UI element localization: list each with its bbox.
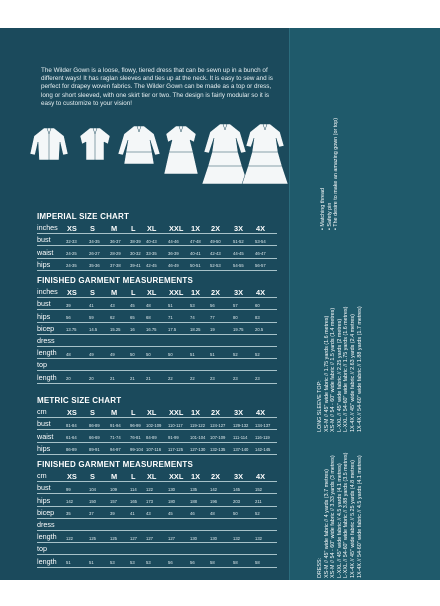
- table-cell: 42-43: [210, 251, 221, 257]
- table-cell: 39: [66, 302, 71, 308]
- size-header-2x: 2X: [211, 223, 221, 233]
- table-cell: 89-91: [89, 447, 100, 453]
- size-header-xs: XS: [67, 471, 77, 481]
- size-header-l: L: [131, 471, 136, 481]
- table-cell: 50: [233, 511, 238, 517]
- unit-label: inches: [37, 223, 58, 233]
- table-cell: 83: [255, 315, 260, 321]
- table-cell: 203: [233, 499, 240, 505]
- size-header-3x: 3X: [234, 223, 244, 233]
- table-cell: 56: [168, 560, 173, 565]
- table-cell: 91-94: [110, 422, 121, 428]
- table-cell: 32-33: [66, 238, 77, 244]
- size-header-s: S: [90, 471, 95, 481]
- table-cell: 94-97: [110, 447, 121, 453]
- table-cell: 211: [255, 499, 262, 505]
- row-label: hips: [37, 495, 51, 505]
- table-cell: 58: [255, 560, 260, 565]
- table-cell: 81-84: [66, 422, 77, 428]
- table-cell: 142: [66, 499, 73, 505]
- table-cell: 129-132: [233, 422, 249, 428]
- notions-list: [320, 118, 340, 230]
- table-header-row: [37, 222, 277, 234]
- table-cell: 51: [168, 302, 173, 308]
- table-cell: 19: [210, 327, 215, 333]
- table-row: [37, 234, 277, 246]
- table-cell: 134-137: [255, 422, 271, 428]
- table-cell: 58: [210, 560, 215, 565]
- size-header-1x: 1X: [191, 407, 201, 417]
- size-header-xxl: XXL: [169, 287, 184, 297]
- table-cell: 127: [168, 535, 175, 541]
- dress-yardage: [317, 453, 363, 578]
- table-cell: 24-25: [66, 251, 77, 257]
- metric-finished-table: [37, 470, 277, 568]
- table-row: [37, 507, 277, 519]
- table-cell: 104: [89, 486, 96, 492]
- row-label: length: [37, 372, 57, 382]
- row-label: dress: [37, 335, 55, 345]
- table-cell: 20: [66, 376, 71, 381]
- table-row: [37, 335, 277, 347]
- table-cell: 122: [146, 486, 153, 492]
- table-cell: 37: [89, 511, 94, 517]
- table-cell: 23: [210, 376, 215, 381]
- table-cell: 46-47: [255, 251, 266, 257]
- table-cell: 39-41: [130, 263, 141, 269]
- size-header-l: L: [131, 223, 136, 233]
- table-cell: 130: [210, 535, 217, 541]
- table-cell: 150: [89, 499, 96, 505]
- table-cell: 48: [210, 511, 215, 517]
- table-cell: 99-104: [130, 447, 144, 453]
- table-row: [37, 359, 277, 371]
- size-header-4x: 4X: [256, 407, 266, 417]
- long-sleeve-top-line: L-XXL // 54-60" wide fabric // 1.75 yards (1.6 metres): [343, 306, 350, 432]
- table-cell: 20: [89, 376, 94, 381]
- metric-size-table: [37, 406, 277, 455]
- table-header-row: [37, 406, 277, 418]
- table-cell: 45: [130, 302, 135, 308]
- table-cell: 16.75: [146, 327, 157, 333]
- long-sleeve-top-yardage: [317, 306, 363, 432]
- long-sleeve-top-line: XS-M // 54 - 60" wide fabric // 1.5 yards (1.4 metres): [330, 307, 337, 432]
- table-cell: 21: [110, 376, 115, 381]
- table-cell: 165: [130, 499, 137, 505]
- table-cell: 51: [190, 351, 195, 357]
- table-cell: 14.5: [89, 327, 98, 333]
- row-label: bust: [37, 235, 51, 245]
- dress-line: L-XXL // 54-60" wide fabric // 3.88 yards (3.5 metres): [343, 452, 350, 578]
- size-header-4x: 4X: [256, 471, 266, 481]
- row-label: bicep: [37, 323, 55, 333]
- table-row: [37, 519, 277, 531]
- long-sleeve-top-line: L-XXL // 45" wide fabric // 2.25 yards (2 metres): [336, 318, 343, 432]
- size-header-2x: 2X: [211, 287, 221, 297]
- table-cell: 56: [210, 302, 215, 308]
- table-cell: 56-57: [255, 263, 266, 269]
- table-cell: 50-51: [190, 263, 201, 269]
- table-cell: 41: [130, 511, 135, 517]
- table-row: [37, 246, 277, 258]
- table-cell: 76-81: [130, 435, 141, 441]
- notions-line: • Safety pin: [326, 202, 333, 230]
- unit-label: cm: [37, 407, 47, 417]
- table-cell: 50: [130, 351, 135, 357]
- row-label: top: [37, 544, 47, 554]
- table-row: [37, 543, 277, 555]
- table-cell: 43: [146, 511, 151, 517]
- table-cell: 43: [110, 302, 115, 308]
- table-cell: 52-53: [210, 263, 221, 269]
- size-header-4x: 4X: [256, 287, 266, 297]
- table-cell: 44-46: [168, 238, 179, 244]
- row-label: length: [37, 348, 57, 358]
- table-cell: 20.5: [255, 327, 264, 333]
- table-cell: 37-38: [110, 263, 121, 269]
- garment-illustrations: [30, 122, 288, 192]
- table-cell: 66-69: [89, 435, 100, 441]
- size-header-l: L: [131, 407, 136, 417]
- long-sleeve-top-line: 1X-4X // 54-60" wide fabric // 1.88 yards (1.7 metres): [356, 306, 363, 432]
- table-cell: 51-52: [233, 238, 244, 244]
- table-cell: 24-35: [66, 263, 77, 269]
- table-cell: 71-74: [110, 435, 121, 441]
- table-cell: 46: [190, 511, 195, 517]
- table-cell: 28-29: [110, 251, 121, 257]
- size-header-1x: 1X: [191, 287, 201, 297]
- table-cell: 26-27: [89, 251, 100, 257]
- row-label: length: [37, 532, 57, 542]
- size-header-1x: 1X: [191, 223, 201, 233]
- materials-panel: [289, 28, 440, 580]
- size-header-l: L: [131, 287, 136, 297]
- table-cell: 53: [110, 560, 115, 565]
- table-cell: 53: [130, 560, 135, 565]
- table-cell: 35: [66, 511, 71, 517]
- table-cell: 44-45: [233, 251, 244, 257]
- table-cell: 125: [110, 535, 117, 541]
- table-cell: 125: [89, 535, 96, 541]
- table-cell: 48: [66, 351, 71, 357]
- table-row: [37, 482, 277, 494]
- table-cell: 42-45: [146, 263, 157, 269]
- table-cell: 60: [255, 302, 260, 308]
- table-cell: 22: [190, 376, 195, 381]
- table-cell: 49: [89, 351, 94, 357]
- table-cell: 49: [110, 351, 115, 357]
- size-header-1x: 1X: [191, 471, 201, 481]
- table-cell: 130: [168, 486, 175, 492]
- table-cell: 101-104: [190, 435, 206, 441]
- table-cell: 40-43: [146, 238, 157, 244]
- table-cell: 99: [66, 486, 71, 492]
- size-header-xxl: XXL: [169, 407, 184, 417]
- table-row: [37, 259, 277, 271]
- table-cell: 36-39: [168, 251, 179, 257]
- table-cell: 57: [233, 302, 238, 308]
- table-cell: 39: [110, 511, 115, 517]
- imperial-finished-table: [37, 286, 277, 384]
- table-cell: 124-127: [210, 422, 226, 428]
- row-label: bicep: [37, 507, 55, 517]
- unit-label: inches: [37, 287, 58, 297]
- long-sleeve-top-line: LONG SLEEVE TOP:: [317, 380, 323, 432]
- table-cell: 52: [233, 351, 238, 357]
- tiered-gown-illustration: [242, 124, 288, 184]
- table-cell: 62: [110, 315, 115, 321]
- table-cell: 47-48: [190, 238, 201, 244]
- row-label: hips: [37, 443, 51, 453]
- imperial-size-chart-title: IMPERIAL SIZE CHART: [37, 212, 130, 221]
- table-row: [37, 555, 277, 567]
- table-cell: 132-135: [210, 447, 226, 453]
- table-cell: 122: [66, 535, 73, 541]
- row-label: length: [37, 556, 57, 566]
- row-label: bust: [37, 299, 51, 309]
- table-cell: 53-54: [255, 238, 266, 244]
- size-header-xl: XL: [147, 407, 157, 417]
- size-header-4x: 4X: [256, 223, 266, 233]
- long-sleeve-top-line: 1X-4X // 45" wide fabric // 2.63 yards (2.4 metres): [349, 314, 356, 432]
- table-cell: 23: [255, 376, 260, 381]
- table-cell: 35-36: [89, 263, 100, 269]
- notions-line: • The desire to make an amazing gown (or top): [333, 117, 340, 230]
- table-cell: 21: [130, 376, 135, 381]
- table-cell: 173: [146, 499, 153, 505]
- row-label: hips: [37, 311, 51, 321]
- table-cell: 86-89: [89, 422, 100, 428]
- table-cell: 21: [146, 376, 151, 381]
- table-cell: 52: [255, 511, 260, 517]
- table-cell: 38-39: [130, 238, 141, 244]
- table-cell: 71: [168, 315, 173, 321]
- table-cell: 56: [190, 560, 195, 565]
- table-cell: 74: [190, 315, 195, 321]
- table-row: [37, 443, 277, 455]
- table-row: [37, 531, 277, 543]
- table-cell: 41: [89, 302, 94, 308]
- dress-line: DRESS:: [317, 557, 323, 578]
- table-cell: 80: [233, 315, 238, 321]
- table-row: [37, 347, 277, 359]
- table-cell: 18.25: [190, 327, 201, 333]
- table-cell: 91-99: [168, 435, 179, 441]
- table-cell: 46-49: [168, 263, 179, 269]
- size-header-3x: 3X: [234, 471, 244, 481]
- table-cell: 50: [168, 351, 173, 357]
- table-cell: 77: [210, 315, 215, 321]
- dress-line: 1X-4X // 45" wide fabric // 5.25 yards (4.8 metres): [349, 460, 356, 578]
- table-cell: 152: [255, 486, 262, 492]
- notions-line: • Matching thread: [320, 187, 326, 230]
- size-header-m: M: [111, 223, 118, 233]
- long-sleeve-top-illustration: [30, 128, 68, 160]
- table-cell: 36-37: [110, 238, 121, 244]
- row-label: bust: [37, 419, 51, 429]
- table-cell: 49-50: [210, 238, 221, 244]
- table-row: [37, 418, 277, 430]
- unit-label: cm: [37, 471, 47, 481]
- table-cell: 17.5: [168, 327, 177, 333]
- table-cell: 48: [146, 302, 151, 308]
- table-cell: 117-125: [168, 447, 184, 453]
- table-cell: 114: [130, 486, 137, 492]
- table-cell: 59: [89, 315, 94, 321]
- table-cell: 132: [233, 535, 240, 541]
- table-cell: 33-35: [146, 251, 157, 257]
- table-cell: 52: [255, 351, 260, 357]
- short-sleeve-top-illustration: [80, 128, 110, 160]
- size-header-s: S: [90, 407, 95, 417]
- table-header-row: [37, 286, 277, 298]
- imperial-size-table: [37, 222, 277, 271]
- table-cell: 107-109: [210, 435, 226, 441]
- size-header-xxl: XXL: [169, 471, 184, 481]
- size-header-xl: XL: [147, 223, 157, 233]
- table-cell: 30-32: [130, 251, 141, 257]
- table-row: [37, 494, 277, 506]
- table-cell: 16: [130, 327, 135, 333]
- size-header-m: M: [111, 287, 118, 297]
- dress-line: 1X-4X // 54-60" wide fabric // 4.5 yards (4.1 metres): [356, 455, 363, 578]
- table-cell: 51: [210, 351, 215, 357]
- row-label: dress: [37, 519, 55, 529]
- table-cell: 22: [168, 376, 173, 381]
- table-row: [37, 298, 277, 310]
- table-cell: 196: [210, 499, 217, 505]
- table-cell: 58: [233, 560, 238, 565]
- size-header-s: S: [90, 223, 95, 233]
- table-header-row: [37, 470, 277, 482]
- table-cell: 96-99: [130, 422, 141, 428]
- table-cell: 119-122: [190, 422, 206, 428]
- table-cell: 145: [233, 486, 240, 492]
- size-header-xs: XS: [67, 287, 77, 297]
- row-label: top: [37, 360, 47, 370]
- size-header-xl: XL: [147, 471, 157, 481]
- table-cell: 130: [190, 535, 197, 541]
- size-header-s: S: [90, 287, 95, 297]
- table-cell: 116-119: [255, 435, 270, 441]
- table-cell: 110-117: [168, 422, 183, 428]
- table-cell: 54-55: [233, 263, 244, 269]
- table-cell: 142-145: [255, 447, 271, 453]
- size-header-2x: 2X: [211, 407, 221, 417]
- long-sleeve-top-line: XS-M // 45" wide fabric // 1.75 yards (1.6 metres): [323, 315, 330, 432]
- table-cell: 86-89: [66, 447, 77, 453]
- table-row: [37, 310, 277, 322]
- table-cell: 109: [110, 486, 117, 492]
- table-cell: 180: [168, 499, 175, 505]
- row-label: hips: [37, 259, 51, 269]
- table-cell: 157: [110, 499, 117, 505]
- imperial-finished-title: FINISHED GARMENT MEASUREMENTS: [37, 276, 194, 285]
- size-header-xxl: XXL: [169, 223, 184, 233]
- short-sleeve-dress-illustration: [164, 126, 198, 174]
- table-cell: 56: [66, 315, 71, 321]
- table-cell: 68: [146, 315, 151, 321]
- metric-size-chart-title: METRIC SIZE CHART: [37, 396, 122, 405]
- table-cell: 50: [146, 351, 151, 357]
- table-row: [37, 323, 277, 335]
- table-cell: 65: [130, 315, 135, 321]
- table-cell: 107-116: [146, 447, 162, 453]
- size-header-3x: 3X: [234, 407, 244, 417]
- table-cell: 53: [146, 560, 151, 565]
- table-cell: 61-64: [66, 435, 77, 441]
- long-sleeve-gown-illustration: [202, 124, 248, 184]
- row-label: waist: [37, 247, 54, 257]
- long-sleeve-flared-top-illustration: [118, 126, 160, 164]
- table-cell: 53: [190, 302, 195, 308]
- size-header-m: M: [111, 407, 118, 417]
- size-header-xs: XS: [67, 223, 77, 233]
- size-header-m: M: [111, 471, 118, 481]
- table-cell: 111-114: [233, 435, 248, 441]
- table-cell: 13.75: [66, 327, 77, 333]
- size-header-xs: XS: [67, 407, 77, 417]
- table-cell: 132: [255, 535, 262, 541]
- table-row: [37, 371, 277, 383]
- table-cell: 51: [66, 560, 71, 565]
- table-cell: 142: [210, 486, 217, 492]
- table-cell: 23: [233, 376, 238, 381]
- dress-line: L-XXL // 45" wide fabric // 4.5 yards (4.1 metres): [336, 463, 343, 578]
- table-cell: 40-41: [190, 251, 201, 257]
- table-cell: 15.25: [110, 327, 121, 333]
- row-label: waist: [37, 431, 54, 441]
- pattern-description: The Wilder Gown is a loose, flowy, tiered dress that can be sewn up in a bunch of different ways! It has raglan sleeves and ties up at the neck. It is easy to sew and is perfect for drapey woven fabrics. The Wilder Gown can be made as a top or dress, long or short sleeved, with one skirt tier or two. The design is fairly modular so it is easy to customize to your vision!: [41, 67, 273, 107]
- dress-line: XS-M // 45" wide fabric // 4 yards (3.7 metres): [323, 469, 330, 578]
- table-cell: 84-89: [146, 435, 157, 441]
- size-header-2x: 2X: [211, 471, 221, 481]
- table-cell: 45: [168, 511, 173, 517]
- metric-finished-title: FINISHED GARMENT MEASUREMENTS: [37, 460, 194, 469]
- size-header-3x: 3X: [234, 287, 244, 297]
- table-cell: 34-35: [89, 238, 100, 244]
- table-cell: 51: [89, 560, 94, 565]
- row-label: bust: [37, 483, 51, 493]
- dress-line: XS-M // 54 - 60" wide fabric // 3.33 yards (3 metres): [330, 455, 337, 578]
- size-header-xl: XL: [147, 287, 157, 297]
- table-cell: 137-140: [233, 447, 249, 453]
- table-cell: 135: [190, 486, 197, 492]
- table-row: [37, 430, 277, 442]
- table-cell: 102-109: [146, 422, 162, 428]
- table-cell: 127: [146, 535, 153, 541]
- table-cell: 19.75: [233, 327, 244, 333]
- table-cell: 127: [130, 535, 137, 541]
- table-cell: 188: [190, 499, 197, 505]
- table-cell: 127-130: [190, 447, 206, 453]
